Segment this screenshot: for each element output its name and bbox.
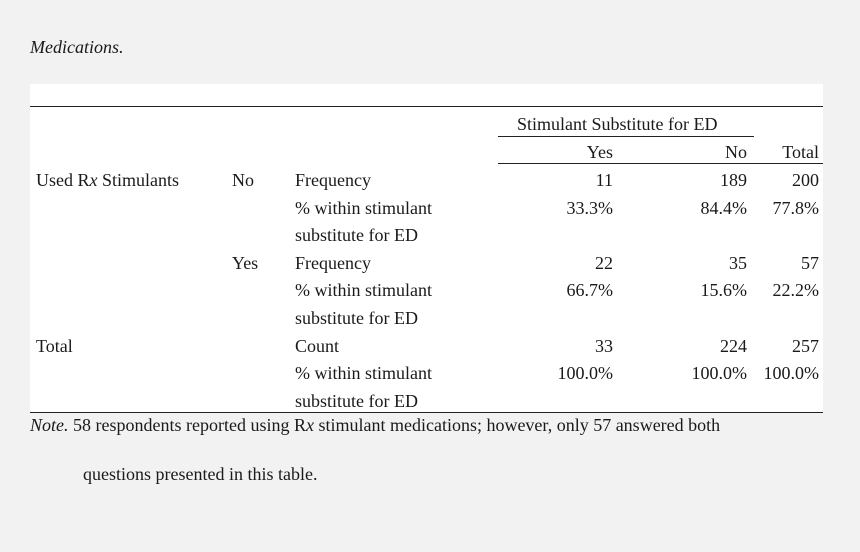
row-statistic-label: substitute for ED <box>295 308 418 328</box>
row-group-label: Total <box>36 336 73 356</box>
spanning-header-rule <box>498 136 754 137</box>
spanning-header: Stimulant Substitute for ED <box>517 114 718 134</box>
cell-yes: 33 <box>595 336 613 356</box>
cell-yes: 22 <box>595 253 613 273</box>
cell-total: 22.2% <box>772 280 819 300</box>
row-statistic-label: % within stimulant <box>295 280 432 300</box>
cell-total: 100.0% <box>763 363 819 383</box>
column-header-no: No <box>725 142 747 162</box>
table-bottom-rule <box>30 412 823 413</box>
cell-no: 35 <box>729 253 747 273</box>
column-header-total: Total <box>782 142 819 162</box>
row-sub-label: Yes <box>232 253 259 273</box>
cell-no: 189 <box>720 170 747 190</box>
cell-yes: 33.3% <box>566 198 613 218</box>
table-top-rule <box>30 106 823 107</box>
table-caption: Medications. <box>30 37 124 57</box>
cell-yes: 100.0% <box>557 363 613 383</box>
cell-no: 224 <box>720 336 747 356</box>
cell-yes: 66.7% <box>566 280 613 300</box>
row-statistic-label: substitute for ED <box>295 225 418 245</box>
cell-no: 100.0% <box>691 363 747 383</box>
crosstab-table <box>30 84 823 412</box>
table-note-continued: questions presented in this table. <box>83 464 318 484</box>
cell-no: 15.6% <box>700 280 747 300</box>
row-sub-label: No <box>232 170 254 190</box>
cell-yes: 11 <box>595 170 613 190</box>
row-statistic-label: Count <box>295 336 340 356</box>
row-statistic-label: % within stimulant <box>295 363 432 383</box>
row-statistic-label: Frequency <box>295 253 371 273</box>
column-header-yes: Yes <box>586 142 613 162</box>
table-note: Note. 58 respondents reported using Rx stimulant medications; however, only 57 answered both <box>30 415 721 435</box>
cell-no: 84.4% <box>700 198 747 218</box>
row-statistic-label: % within stimulant <box>295 198 432 218</box>
row-statistic-label: Frequency <box>295 170 371 190</box>
row-statistic-label: substitute for ED <box>295 391 418 411</box>
cell-total: 257 <box>792 336 819 356</box>
cell-total: 77.8% <box>772 198 819 218</box>
cell-total: 200 <box>792 170 819 190</box>
column-header-rule <box>498 163 823 164</box>
row-group-label: Used Rx Stimulants <box>36 170 180 190</box>
cell-total: 57 <box>801 253 819 273</box>
